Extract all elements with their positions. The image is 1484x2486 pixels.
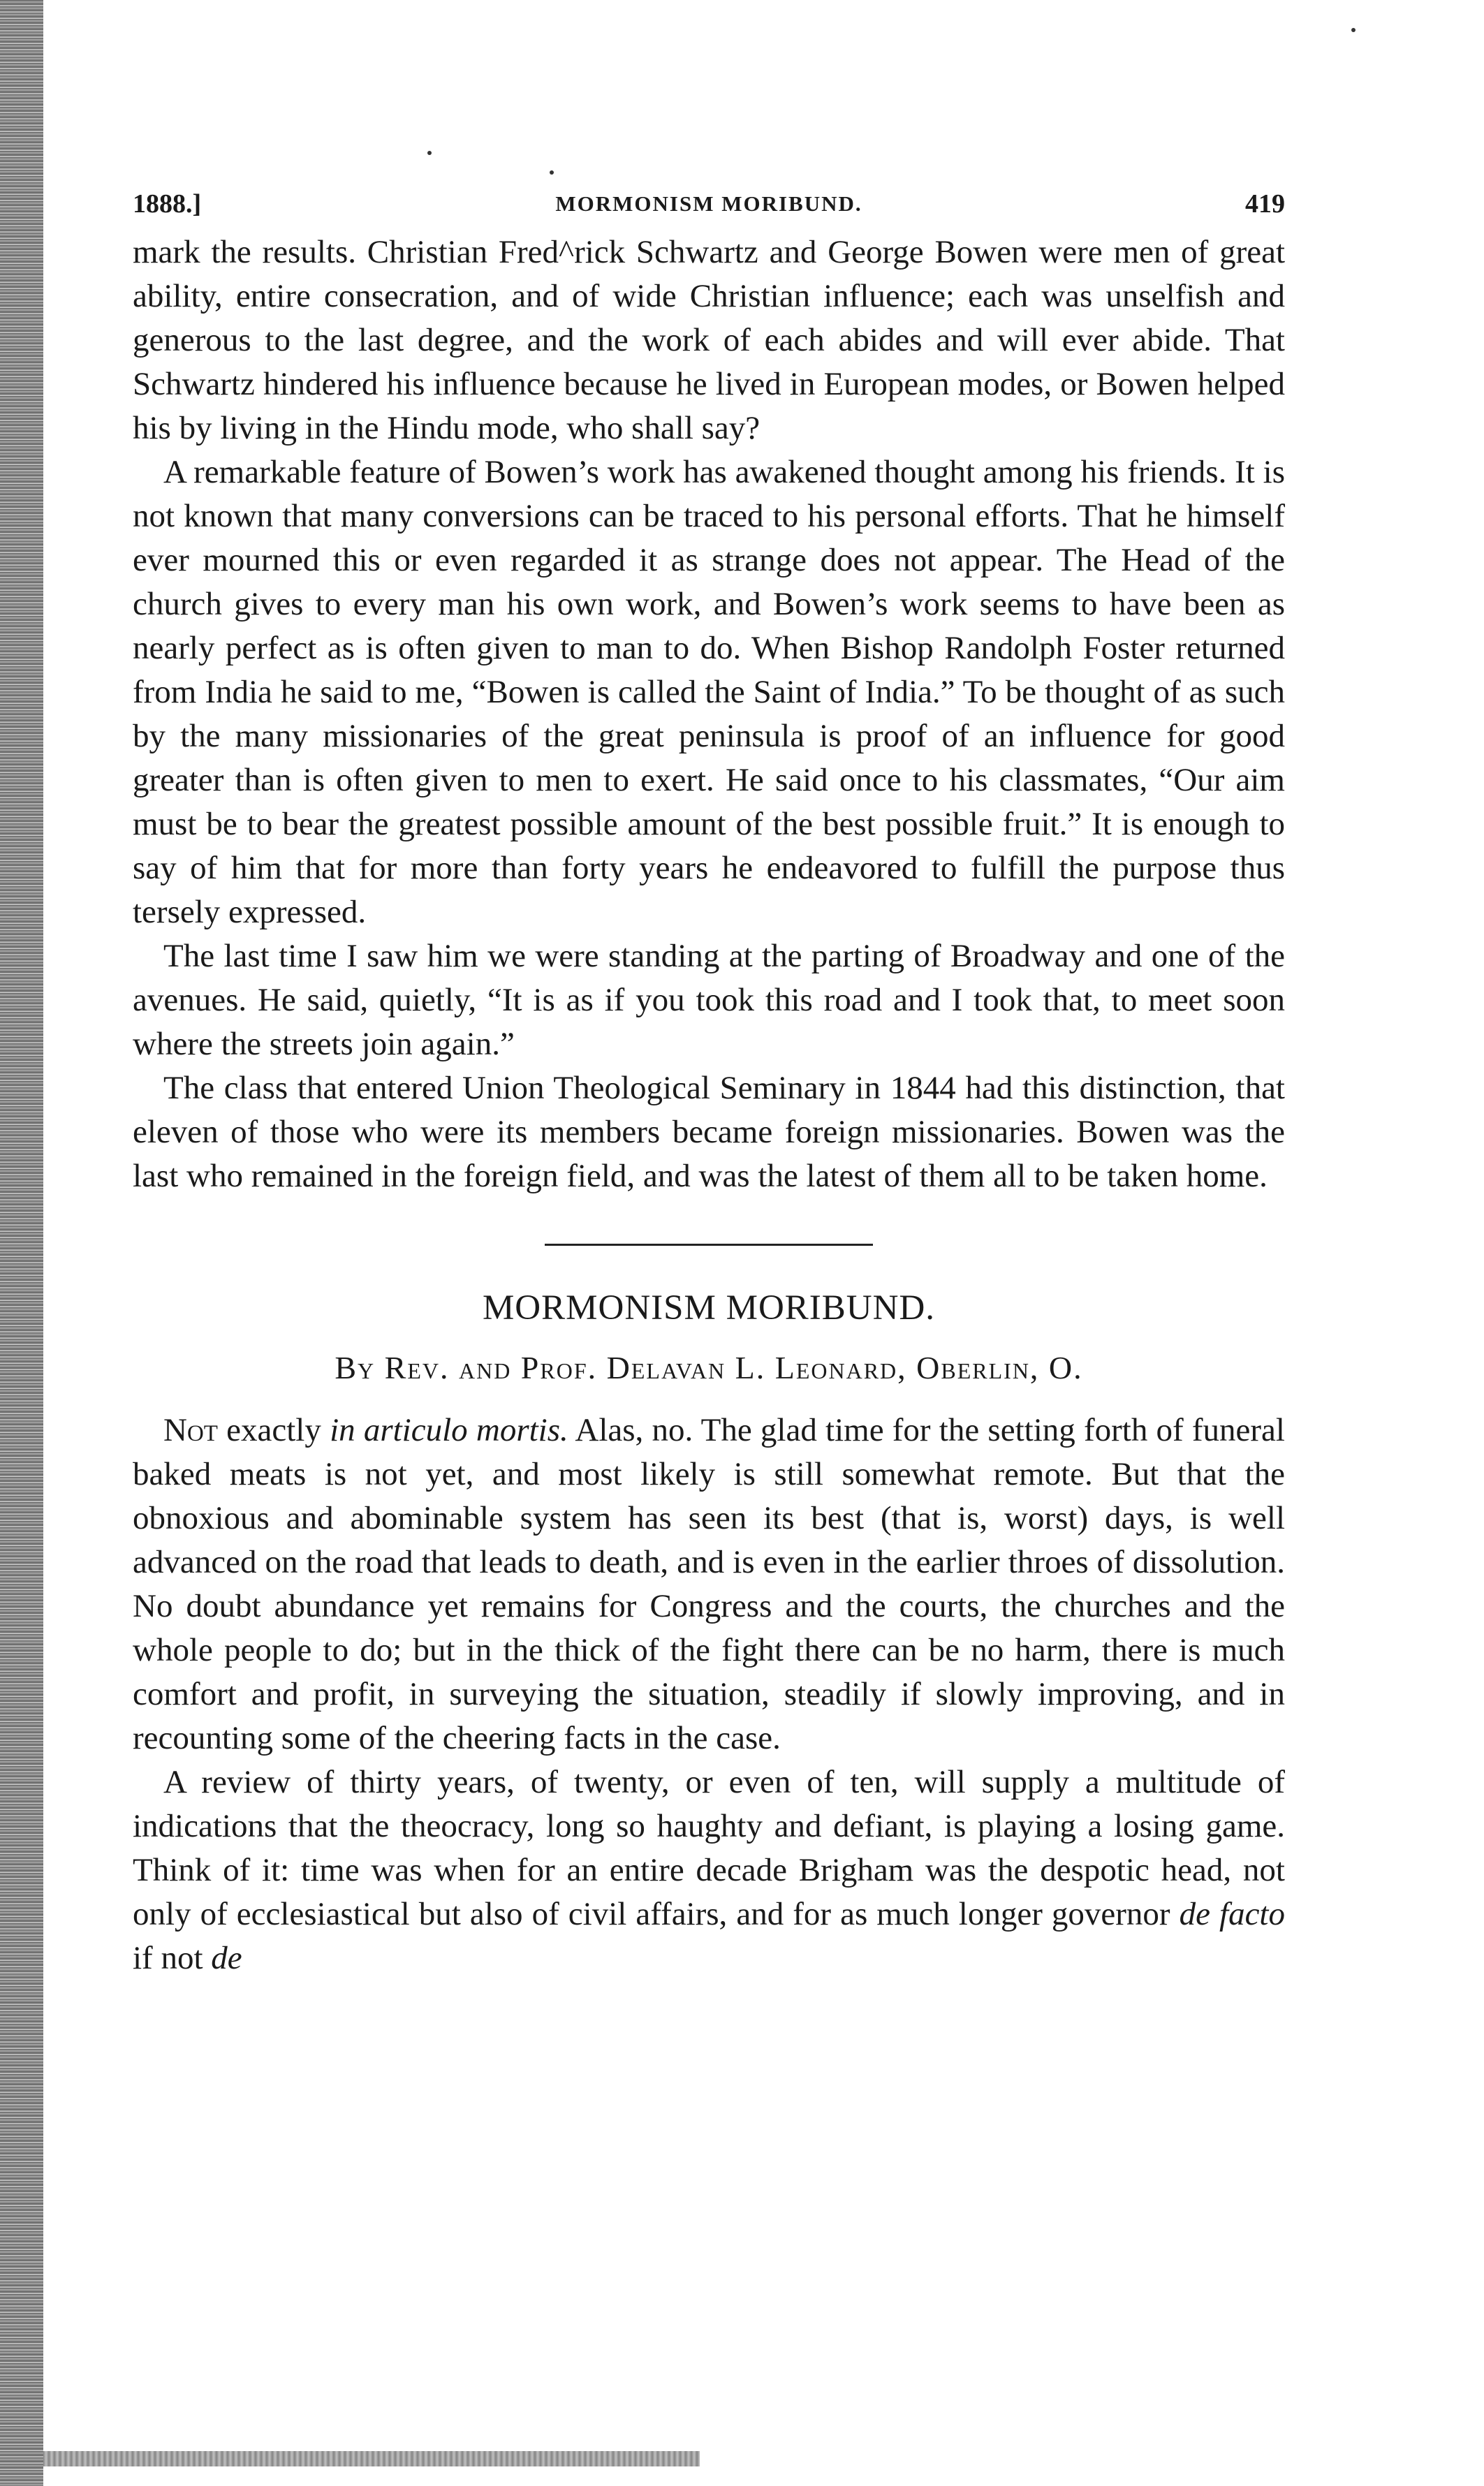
page-content <box>133 189 1285 1980</box>
running-title: MORMONISM MORIBUND. <box>555 191 862 216</box>
article-paragraph-2: A review of thirty years, of twenty, or even of ten, will supply a multitude of indications that the theocracy, long so haughty and defiant, is playing a losing game. Think of it: time was when for an entire decade Brigham was the despotic head, not only of ecclesiastical but also of civil affairs, and for as much longer governor de facto if not de <box>133 1764 1285 1976</box>
section-divider <box>545 1244 873 1246</box>
running-head <box>133 189 1285 230</box>
paragraph: A remarkable feature of Bowen’s work has awakened thought among his friends. It is not known that many conversions can be traced to his personal efforts. That he himself ever mourned this or even regarded it as strange does not appear. The Head of the church gives to every man his own work, and Bowen’s work seems to have been as nearly perfect as is often given to man to do. When Bishop Randolph Foster returned from India he said to me, “Bowen is called the Saint of India.” To be thought of as such by the many missionaries of the great peninsula is proof of an influence for good greater than is often given to men to exert. He said once to his classmates, “Our aim must be to bear the greatest possible amount of the best possible fruit.” It is enough to say of him that for more than forty years he endeavored to fulfill the purpose thus tersely expressed. <box>133 454 1285 930</box>
speck <box>1351 28 1356 32</box>
latin-phrase: de facto <box>1179 1896 1285 1932</box>
speck <box>550 170 554 175</box>
speck <box>427 151 432 155</box>
article-byline: By Rev. and Prof. Delavan L. Leonard, Oberlin, O. <box>335 1350 1083 1385</box>
page-number: 419 <box>1245 189 1285 219</box>
paragraph: mark the results. Christian Fred^rick Schwartz and George Bowen were men of great ability, entire consecration, and of wide Christian influence; each was unselfish and generous to the last degree, and the work of each abides and will ever abide. That Schwartz hindered his influence because he lived in European modes, or Bowen helped his by living in the Hindu mode, who shall say? <box>133 234 1285 446</box>
scan-artifact-bottom <box>43 2451 700 2466</box>
lead-word: Not <box>163 1412 218 1448</box>
latin-phrase: in articulo mortis. <box>330 1412 568 1448</box>
article-paragraph-1: Not exactly in articulo mortis. Alas, no. The glad time for the setting forth of funeral baked meats is not yet, and most likely is still somewhat remote. But that the obnoxious and abominable system has seen its best (that is, worst) days, is well advanced on the road that leads to death, and is even in the earlier throes of dissolution. No doubt abundance yet remains for Congress and the courts, the churches and the whole people to do; but in the thick of the fight there can be no harm, there is much comfort and profit, in surveying the situation, steadily if slowly improving, and in recounting some of the cheering facts in the case. <box>133 1412 1285 1756</box>
book-binding-edge <box>0 0 43 2486</box>
article-title: MORMONISM MORIBUND. <box>482 1288 936 1327</box>
latin-phrase: de <box>211 1940 242 1976</box>
paragraph: The class that entered Union Theological Seminary in 1844 had this distinction, that eleven of those who were its members became foreign missionaries. Bowen was the last who remained in the foreign field, and was the latest of them all to be taken home. <box>133 1070 1285 1194</box>
header-year: 1888.] <box>133 189 202 219</box>
paragraph: The last time I saw him we were standing at the parting of Broadway and one of the avenues. He said, quietly, “It is as if you took this road and I took that, to meet soon where the streets join again.” <box>133 938 1285 1062</box>
